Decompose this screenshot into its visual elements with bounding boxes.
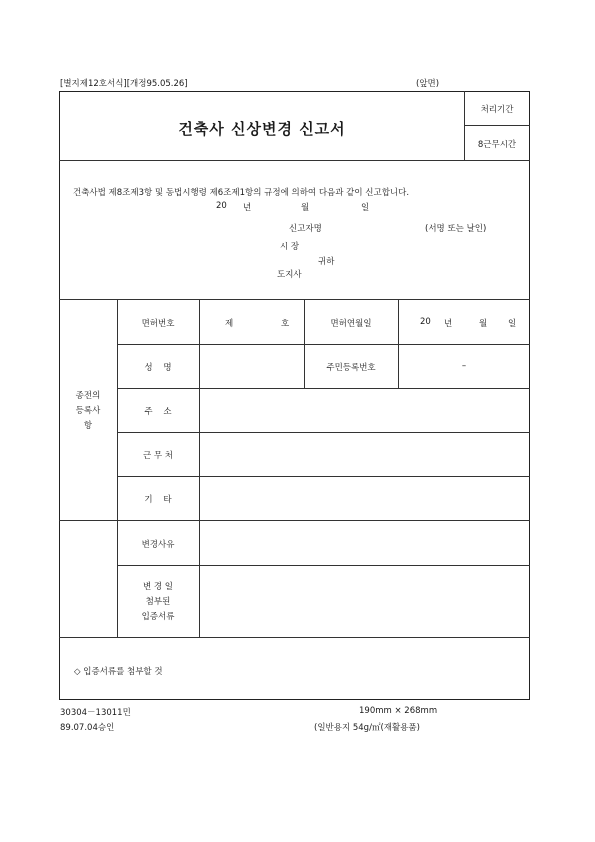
declaration-day-unit: 일 <box>361 203 370 213</box>
change-reason-label: 변경사유 <box>141 540 175 550</box>
license-number-prefix: 제 <box>225 319 234 329</box>
proof-docs-label: 입증서류 <box>141 612 175 622</box>
name-label: 성 명 <box>144 363 172 373</box>
license-date-day-unit: 일 <box>508 319 517 329</box>
license-date-month-unit: 월 <box>479 319 488 329</box>
page-side-label: (앞면) <box>416 79 440 89</box>
addressee-mayor: 시 장 <box>280 242 300 252</box>
row-line-4 <box>117 476 530 477</box>
addressee-governor: 도지사 <box>277 270 302 280</box>
section-previous-label-line2: 등록사 <box>75 406 101 416</box>
declaration-bottom-line <box>59 299 530 300</box>
row-line-1 <box>117 344 530 345</box>
section-previous-label-line3: 항 <box>83 421 93 431</box>
declaration-year: 20 <box>216 201 227 211</box>
declaration-year-unit: 년 <box>243 203 252 213</box>
license-number-suffix: 호 <box>281 319 290 329</box>
processing-period-value: 8근무시간 <box>477 140 517 150</box>
row-line-2 <box>117 388 530 389</box>
attachment-note: ◇ 입증서류를 첨부할 것 <box>74 667 163 677</box>
signature-note: (서명 또는 날인) <box>425 224 487 234</box>
section-divider-line <box>59 520 530 521</box>
addressee-honorific: 귀하 <box>318 257 335 267</box>
footer-size: 190mm × 268mm <box>359 706 438 716</box>
section-previous-label <box>59 389 117 434</box>
section-previous-label-line1: 종전의 <box>75 391 101 401</box>
title-bottom-line <box>59 160 530 161</box>
license-number-label: 면허번호 <box>141 319 175 329</box>
attached-label: 첨부된 <box>145 597 171 607</box>
reporter-name-label: 신고자명 <box>289 224 322 234</box>
field-label-divider <box>199 299 200 637</box>
address-label: 주 소 <box>144 407 172 417</box>
footer-paper: (일반용지 54g/㎡(재활용품) <box>314 723 420 733</box>
form-number: [별지제12호서식][개정95.05.26] <box>60 79 188 89</box>
form-title: 건축사 신상변경 신고서 <box>178 120 346 138</box>
rrn-dash: – <box>461 361 467 371</box>
processing-period-label: 처리기간 <box>480 105 514 115</box>
change-date-docs-label <box>117 580 199 625</box>
processing-divider <box>464 125 530 126</box>
footer-approval: 89.07.04승인 <box>60 723 115 733</box>
license-date-year-unit: 년 <box>444 319 453 329</box>
change-date-label: 변 경 일 <box>142 582 174 592</box>
row-line-3 <box>117 432 530 433</box>
license-date-label: 면허연월일 <box>330 319 372 329</box>
workplace-label: 근 무 처 <box>142 451 174 461</box>
table-bottom-line <box>59 637 530 638</box>
rrn-label: 주민등록번호 <box>326 363 376 373</box>
declaration-text: 건축사법 제8조제3항 및 동법시행령 제6조제1항의 규정에 의하여 다음과 같이 신고합니다. <box>73 188 410 198</box>
row-line-6 <box>117 565 530 566</box>
declaration-month-unit: 월 <box>301 203 310 213</box>
license-date-year: 20 <box>420 317 431 327</box>
footer-code: 30304－13011민 <box>60 708 131 718</box>
other-label: 기 타 <box>144 495 172 505</box>
